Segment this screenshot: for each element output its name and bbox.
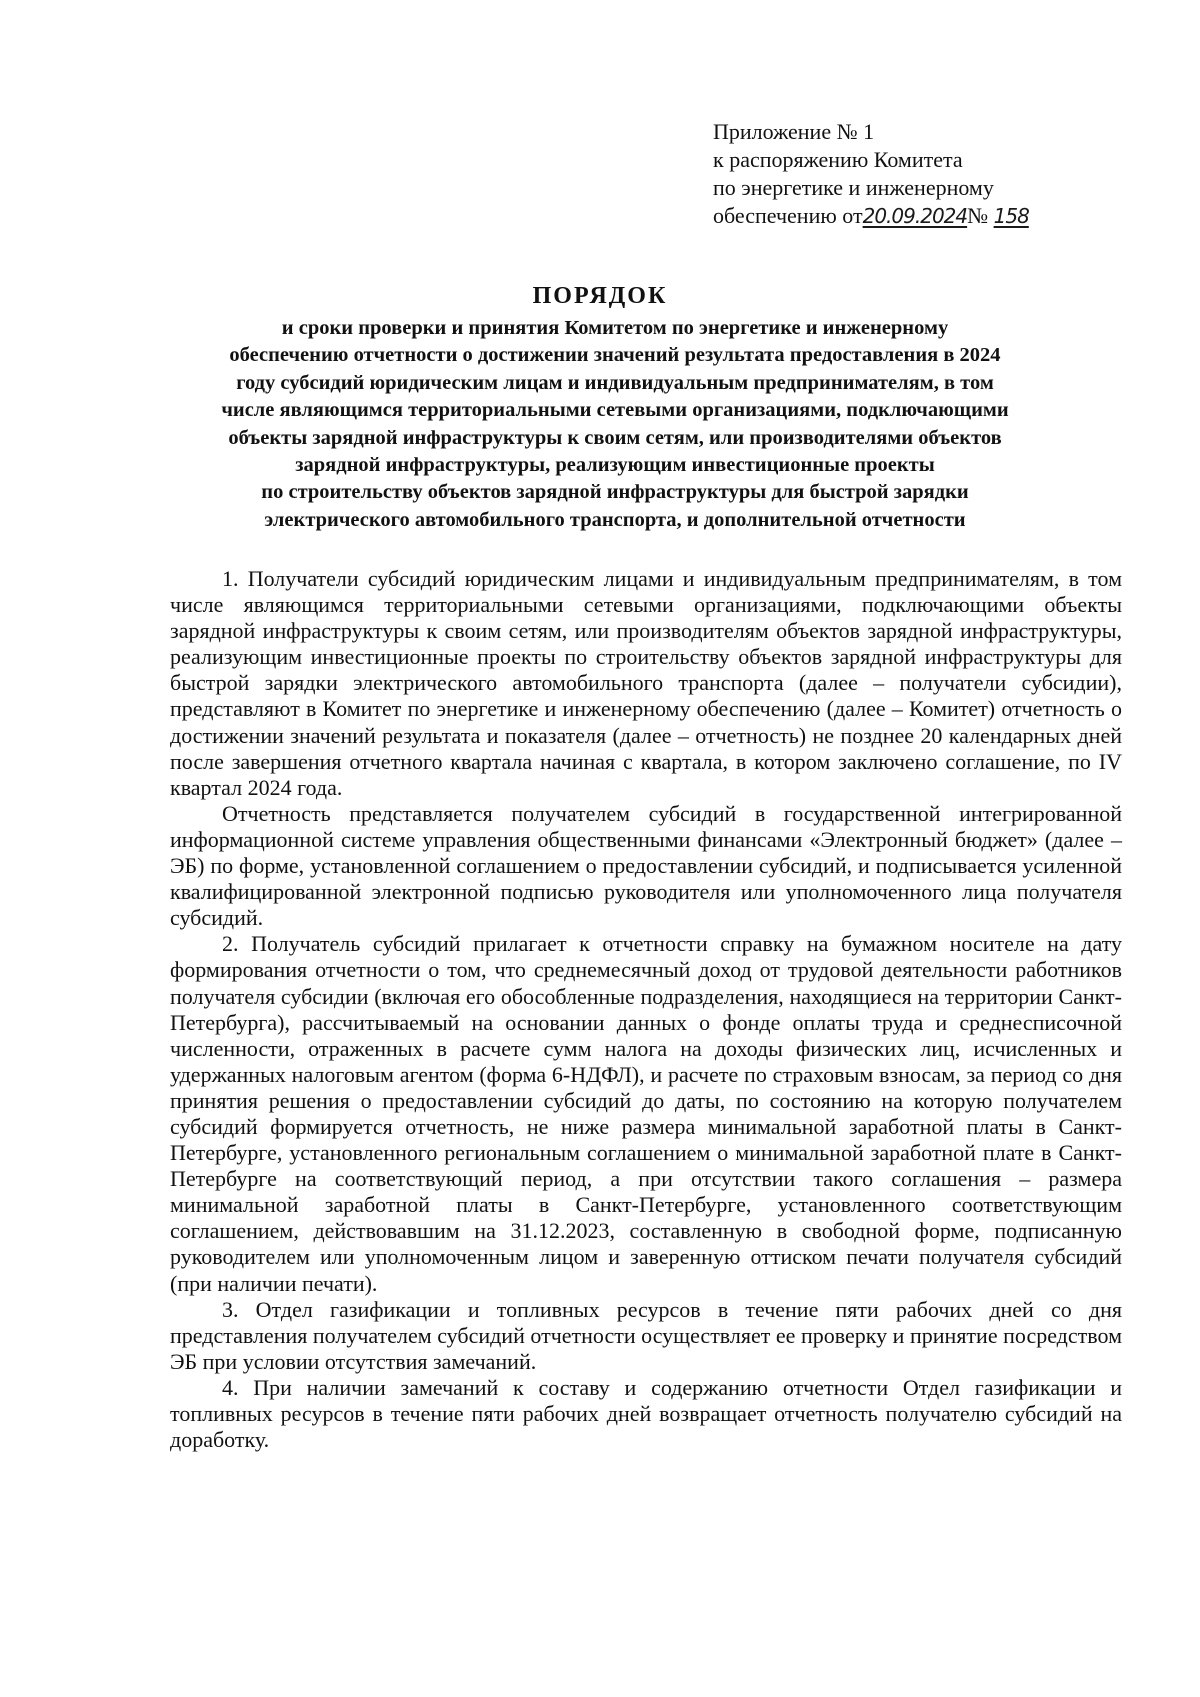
document-body bbox=[170, 566, 1122, 1453]
subtitle-line: электрического автомобильного транспорта, и дополнительной отчетности bbox=[264, 508, 966, 531]
subtitle-line: обеспечению отчетности о достижении значений результата предоставления в 2024 bbox=[229, 344, 1001, 367]
appendix-header bbox=[713, 118, 1153, 230]
paragraph-3: 3. Отдел газификации и топливных ресурсов в течение пяти рабочих дней со дня представления получателем субсидий отчетности осуществляет ее проверку и принятие посредством ЭБ при условии отсутствия замечаний. bbox=[170, 1296, 1122, 1374]
appendix-number-label: № bbox=[967, 203, 989, 228]
document-subtitle bbox=[130, 315, 1100, 534]
appendix-committee-line: по энергетике и инженерному bbox=[713, 175, 994, 200]
appendix-order-line: к распоряжению Комитета bbox=[713, 147, 963, 172]
document-title: ПОРЯДОК bbox=[532, 283, 668, 309]
paragraph-1-continued: Отчетность представляется получателем субсидий в государственной интегрированной информационной системе управления общественными финансами «Электронный бюджет» (далее – ЭБ) по форме, установленной соглашением о предоставлении субсидий, и подписывается усиленной квалифицированной электронной подписью руководителя или уполномоченного лица получателя субсидий. bbox=[170, 800, 1122, 931]
subtitle-line: объекты зарядной инфраструктуры к своим сетям, или производителями объектов bbox=[228, 426, 1002, 449]
subtitle-line: числе являющимся территориальными сетевыми организациями, подключающими bbox=[221, 399, 1009, 422]
subtitle-line: зарядной инфраструктуры, реализующим инвестиционные проекты bbox=[295, 454, 935, 477]
paragraph-1: 1. Получатели субсидий юридическим лицами и индивидуальным предпринимателям, в том числе являющимся территориальными сетевыми организациями, подключающими объекты зарядной инфраструктуры к своим сетям, или производителям объектов зарядной инфраструктуры, реализующим инвестиционные проекты по строительству объектов зарядной инфраструктуры для быстрой зарядки электрического автомобильного транспорта (далее – получатели субсидии), представляют в Комитет по энергетике и инженерному обеспечению (далее – Комитет) отчетность о достижении значений результата и показателя (далее – отчетность) не позднее 20 календарных дней после завершения отчетного квартала начиная с квартала, в котором заключено соглашение, по IV квартал 2024 года. bbox=[170, 566, 1122, 800]
handwritten-number: 158 bbox=[993, 204, 1029, 228]
paragraph-2: 2. Получатель субсидий прилагает к отчетности справку на бумажном носителе на дату формирования отчетности о том, что среднемесячный доход от трудовой деятельности работников получателя субсидии (включая его обособленные подразделения, находящиеся на территории Санкт-Петербурга), рассчитываемый на основании данных о фонде оплаты труда и среднесписочной численности, отраженных в расчете сумм налога на доходы физических лиц, исчисленных и удержанных налоговым агентом (форма 6-НДФЛ), и расчете по страховым взносам, за период со дня принятия решения о предоставлении субсидий до даты, по состоянию на которую получателем субсидий формируется отчетность, не ниже размера минимальной заработной платы в Санкт-Петербурге, установленного региональным соглашением о минимальной заработной плате в Санкт-Петербурге на соответствующий период, а при отсутствии такого соглашения – размера минимальной заработной платы в Санкт-Петербурге, установленного соответствующим соглашением, действовавшим на 31.12.2023, составленную в свободной форме, подписанную руководителем или уполномоченным лицом и заверенную оттиском печати получателя субсидий (при наличии печати). bbox=[170, 931, 1122, 1296]
subtitle-line: по строительству объектов зарядной инфраструктуры для быстрой зарядки bbox=[261, 481, 969, 504]
appendix-number: Приложение № 1 bbox=[713, 119, 875, 144]
paragraph-4: 4. При наличии замечаний к составу и содержанию отчетности Отдел газификации и топливных ресурсов в течение пяти рабочих дней возвращает отчетность получателю субсидий на доработку. bbox=[170, 1374, 1122, 1453]
appendix-date-line bbox=[713, 202, 1153, 230]
subtitle-line: году субсидий юридическим лицам и индивидуальным предпринимателям, в том bbox=[236, 371, 994, 394]
handwritten-date: 20.09.2024 bbox=[862, 204, 968, 228]
appendix-date-prefix: обеспечению от bbox=[713, 203, 863, 228]
subtitle-line: и сроки проверки и принятия Комитетом по энергетике и инженерному bbox=[281, 317, 949, 339]
